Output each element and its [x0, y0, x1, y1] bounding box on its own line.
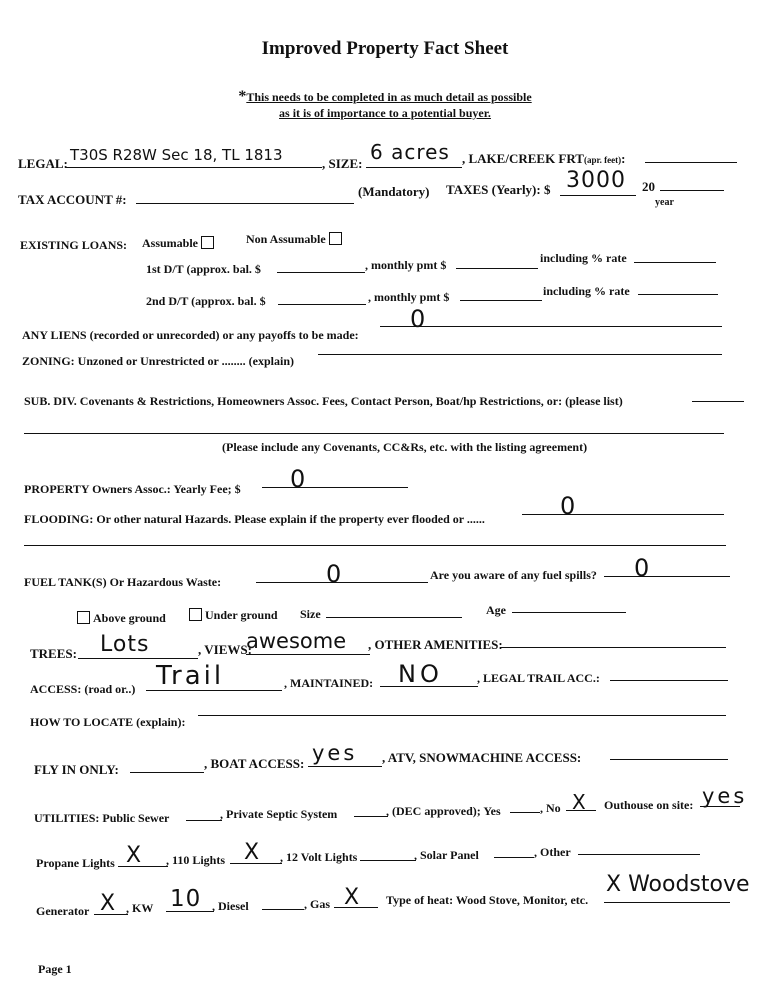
public-sewer-line[interactable]	[186, 820, 222, 821]
solar-panel-label: , Solar Panel	[414, 848, 479, 862]
size-label: , SIZE:	[322, 156, 363, 171]
tax-account-field-line[interactable]	[136, 203, 354, 204]
dec-no-label: , No	[540, 801, 561, 815]
legal-field-line[interactable]	[66, 167, 322, 168]
fly-in-field-line[interactable]	[130, 772, 204, 773]
tax-account-label: TAX ACCOUNT #:	[18, 192, 127, 207]
year-label: year	[655, 197, 674, 208]
under-ground-checkbox[interactable]	[189, 608, 202, 621]
under-ground-option: Under ground	[186, 608, 278, 622]
type-of-heat-value: X Woodstove	[606, 872, 750, 897]
fuel-spills-field-line[interactable]	[604, 576, 730, 577]
liens-value: 0	[410, 305, 427, 333]
non-assumable-checkbox[interactable]	[329, 232, 342, 245]
subdivision-note: (Please include any Covenants, CC&Rs, etc. with the listing agreement)	[222, 440, 588, 454]
non-assumable-option: Non Assumable	[246, 232, 345, 246]
lights-110-label: , 110 Lights	[166, 853, 226, 867]
utilities-label: UTILITIES: Public Sewer	[34, 811, 170, 825]
outhouse-label: Outhouse on site:	[604, 798, 694, 812]
legal-label: LEGAL:	[18, 156, 68, 171]
gas-value: X	[344, 885, 361, 910]
maintained-value: NO	[398, 660, 443, 688]
tank-size-label: Size	[300, 607, 321, 621]
taxes-yearly-label: TAXES (Yearly): $	[446, 182, 551, 197]
tank-age-line[interactable]	[512, 612, 626, 613]
tank-size-line[interactable]	[326, 617, 462, 618]
assumable-checkbox[interactable]	[201, 236, 214, 249]
access-label: ACCESS: (road or..)	[30, 682, 136, 696]
solar-panel-line[interactable]	[494, 857, 534, 858]
fuel-tank-label: FUEL TANK(S) Or Hazardous Waste:	[24, 575, 222, 589]
poa-fee-line[interactable]	[262, 487, 408, 488]
boat-access-line[interactable]	[308, 766, 382, 767]
flooding-value: 0	[560, 492, 577, 520]
above-ground-checkbox[interactable]	[77, 611, 90, 624]
fuel-spills-value: 0	[634, 554, 651, 582]
second-dt-rate-line[interactable]	[638, 294, 718, 295]
trees-label: TREES:	[30, 646, 77, 661]
trees-value: Lots	[100, 632, 150, 657]
lights-110-value: X	[244, 840, 261, 865]
views-field-line[interactable]	[246, 654, 370, 655]
volt-12-line[interactable]	[360, 860, 416, 861]
instruction-line-2: as it is of importance to a potential buyer.	[279, 106, 491, 120]
first-dt-monthly-line[interactable]	[456, 268, 538, 269]
diesel-line[interactable]	[262, 909, 304, 910]
subdivision-field-line[interactable]	[692, 401, 744, 402]
subdivision-label: SUB. DIV. Covenants & Restrictions, Homeowners Assoc. Fees, Contact Person, Boat/hp Restrictions, or: (please list)	[24, 394, 623, 408]
page-number: Page 1	[38, 962, 72, 976]
flooding-field-line[interactable]	[522, 514, 724, 515]
assumable-option: Assumable	[142, 236, 217, 250]
first-dt-rate-line[interactable]	[634, 262, 716, 263]
second-dt-monthly-line[interactable]	[460, 300, 542, 301]
views-label: , VIEWS:	[198, 642, 252, 657]
type-of-heat-line[interactable]	[604, 902, 730, 903]
fuel-spills-label: Are you aware of any fuel spills?	[430, 568, 597, 582]
other-power-label: , Other	[534, 845, 571, 859]
propane-lights-value: X	[126, 843, 143, 868]
maintained-label: , MAINTAINED:	[284, 676, 374, 690]
generator-label: Generator	[36, 904, 90, 918]
volt-12-label: , 12 Volt Lights	[280, 850, 358, 864]
legal-value: T30S R28W Sec 18, TL 1813	[70, 146, 283, 164]
taxes-value: 3000	[566, 168, 626, 193]
kw-label: , KW	[126, 901, 154, 915]
private-septic-line[interactable]	[354, 816, 388, 817]
private-septic-label: , Private Septic System	[220, 807, 338, 821]
legal-trail-label: , LEGAL TRAIL ACC.:	[477, 671, 600, 685]
how-to-locate-line[interactable]	[198, 715, 726, 716]
second-dt-rate-label: including % rate	[543, 284, 630, 298]
second-dt-monthly-label: , monthly pmt $	[368, 290, 450, 304]
mandatory-label: (Mandatory)	[358, 184, 430, 199]
subdivision-field-line-2[interactable]	[24, 433, 724, 434]
atv-access-label: , ATV, SNOWMACHINE ACCESS:	[382, 750, 582, 765]
first-dt-label: 1st D/T (approx. bal. $	[146, 262, 261, 276]
dec-approved-label: , (DEC approved); Yes	[386, 804, 501, 818]
type-of-heat-label: Type of heat: Wood Stove, Monitor, etc.	[386, 893, 589, 907]
flooding-label: FLOODING: Or other natural Hazards. Please explain if the property ever flooded or ......	[24, 512, 485, 526]
above-ground-option: Above ground	[74, 611, 166, 625]
access-value: Trail	[156, 661, 225, 691]
generator-value: X	[100, 891, 117, 916]
boat-access-label: , BOAT ACCESS:	[204, 756, 305, 771]
lake-creek-label: , LAKE/CREEK FRT(apr. feet):	[462, 151, 626, 166]
year-prefix: 20	[642, 179, 655, 194]
lake-creek-field-line[interactable]	[645, 162, 737, 163]
zoning-label: ZONING: Unzoned or Unrestricted or ........ (explain)	[22, 354, 294, 368]
taxes-field-line[interactable]	[560, 195, 636, 196]
gas-label: , Gas	[304, 897, 331, 911]
other-amenities-label: , OTHER AMENITIES:	[368, 637, 503, 652]
liens-label: ANY LIENS (recorded or unrecorded) or any payoffs to be made:	[22, 328, 359, 342]
other-amenities-line[interactable]	[500, 647, 726, 648]
zoning-field-line[interactable]	[318, 354, 722, 355]
propane-lights-label: Propane Lights	[36, 856, 115, 870]
asterisk: *	[238, 88, 247, 105]
first-dt-balance-line[interactable]	[277, 272, 365, 273]
second-dt-label: 2nd D/T (approx. bal. $	[146, 294, 266, 308]
how-to-locate-label: HOW TO LOCATE (explain):	[30, 715, 186, 729]
page-title: Improved Property Fact Sheet	[261, 38, 509, 59]
legal-trail-line[interactable]	[610, 680, 728, 681]
year-field-line[interactable]	[660, 190, 724, 191]
dec-yes-line[interactable]	[510, 812, 540, 813]
liens-field-line[interactable]	[380, 326, 722, 327]
instruction-line-1: *This needs to be completed in as much detail as possible	[238, 88, 532, 105]
tank-age-label: Age	[486, 603, 506, 617]
dec-no-value: X	[572, 790, 587, 814]
diesel-label: , Diesel	[212, 899, 249, 913]
size-field-line[interactable]	[366, 167, 462, 168]
fuel-tank-value: 0	[326, 560, 343, 588]
poa-label: PROPERTY Owners Assoc.: Yearly Fee; $	[24, 482, 241, 496]
first-dt-monthly-label: , monthly pmt $	[365, 258, 447, 272]
boat-access-value: yes	[312, 741, 358, 765]
first-dt-rate-label: including % rate	[540, 251, 627, 265]
outhouse-value: yes	[702, 784, 748, 808]
second-dt-balance-line[interactable]	[278, 304, 366, 305]
views-value: awesome	[246, 629, 347, 653]
size-value: 6 acres	[370, 140, 450, 164]
trees-field-line[interactable]	[78, 658, 198, 659]
fly-in-label: FLY IN ONLY:	[34, 762, 119, 777]
flooding-field-line-2[interactable]	[24, 545, 726, 546]
kw-value: 10	[170, 886, 202, 912]
other-power-line[interactable]	[578, 854, 700, 855]
poa-fee-value: 0	[290, 465, 307, 493]
atv-access-line[interactable]	[610, 759, 728, 760]
existing-loans-label: EXISTING LOANS:	[20, 238, 128, 252]
